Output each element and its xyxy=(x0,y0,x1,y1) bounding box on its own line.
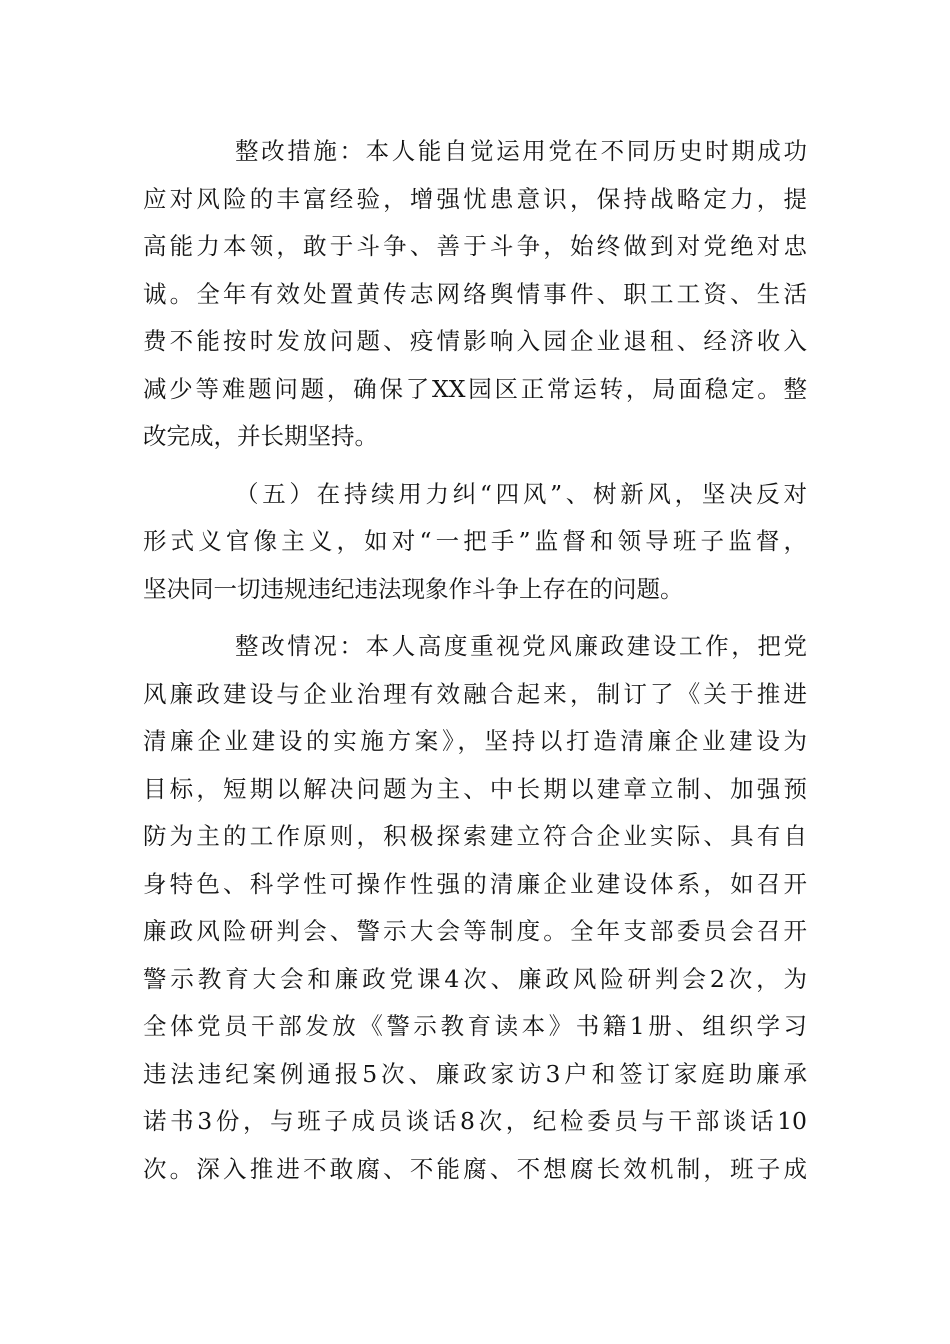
text-line: 形式义官像主义，如对“一把手”监督和领导班子监督， xyxy=(143,527,807,555)
paragraph-gap xyxy=(143,461,807,471)
paragraph-section-five-heading xyxy=(143,471,807,614)
document-body xyxy=(143,128,807,1193)
paragraph-gap xyxy=(143,613,807,623)
text-line: 防为主的工作原则，积极探索建立符合企业实际、具有自 xyxy=(143,822,807,850)
text-line: 改完成，并长期坚持。 xyxy=(143,422,378,450)
text-line: 次。深入推进不敢腐、不能腐、不想腐长效机制，班子成 xyxy=(143,1154,807,1183)
paragraph-rectification-measures xyxy=(143,128,807,461)
text-line: 廉政风险研判会、警示大会等制度。全年支部委员会召开 xyxy=(143,917,807,945)
text-line: 身特色、科学性可操作性强的清廉企业建设体系，如召开 xyxy=(143,869,807,898)
text-line: 清廉企业建设的实施方案》，坚持以打造清廉企业建设为 xyxy=(143,727,807,755)
text-line: 违法违纪案例通报5次、廉政家访3户和签订家庭助廉承 xyxy=(143,1059,807,1088)
paragraph-rectification-status xyxy=(143,623,807,1193)
text-line: 诺书3份，与班子成员谈话8次，纪检委员与干部谈话10 xyxy=(143,1107,807,1135)
text-line: 整改情况：本人高度重视党风廉政建设工作，把党 xyxy=(235,632,807,660)
text-line: 全体党员干部发放《警示教育读本》书籍1册、组织学习 xyxy=(143,1012,807,1040)
text-line: 费不能按时发放问题、疫情影响入园企业退租、经济收入 xyxy=(143,327,807,355)
text-line: 风廉政建设与企业治理有效融合起来，制订了《关于推进 xyxy=(143,679,807,708)
text-line: 高能力本领，敢于斗争、善于斗争，始终做到对党绝对忠 xyxy=(143,232,807,260)
text-line: 诚。全年有效处置黄传志网络舆情事件、职工工资、生活 xyxy=(143,279,807,308)
text-line: 减少等难题问题，确保了XX园区正常运转，局面稳定。整 xyxy=(143,374,807,403)
text-line: 整改措施：本人能自觉运用党在不同历史时期成功 xyxy=(235,137,807,165)
text-line: 警示教育大会和廉政党课4次、廉政风险研判会2次，为 xyxy=(143,964,807,993)
text-line: （五）在持续用力纠“四风”、树新风，坚决反对 xyxy=(235,479,807,508)
text-line: 坚决同一切违规违纪违法现象作斗争上存在的问题。 xyxy=(143,574,684,603)
text-line: 目标，短期以解决问题为主、中长期以建章立制、加强预 xyxy=(143,774,807,803)
text-line: 应对风险的丰富经验，增强忧患意识，保持战略定力，提 xyxy=(143,184,807,213)
